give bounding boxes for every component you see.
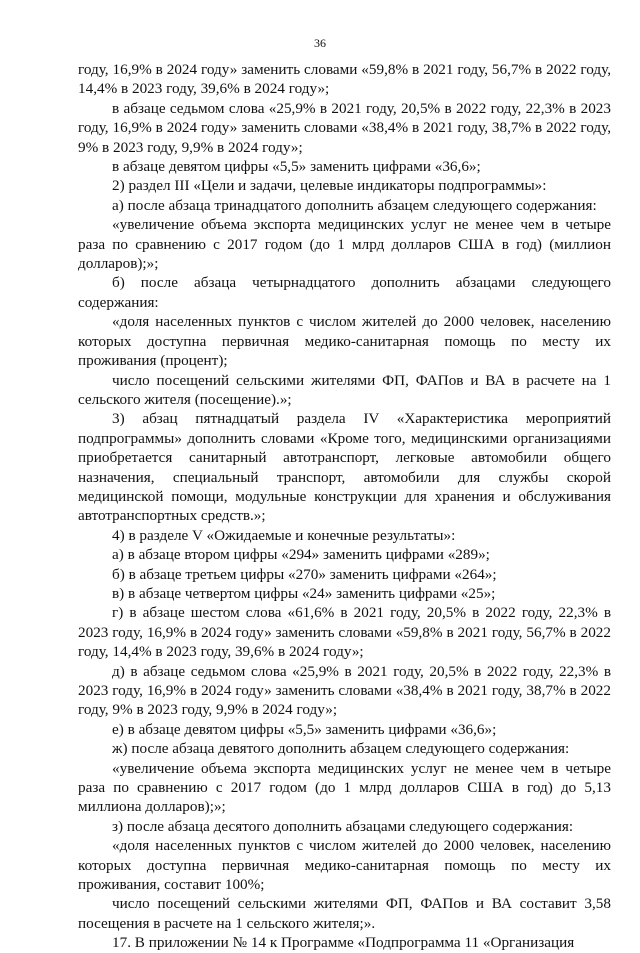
paragraph: число посещений сельскими жителями ФП, ФАПов и ВА составит 3,58 посещения в расчете на 1 сельского жителя;». <box>78 895 611 932</box>
paragraph: е) в абзаце девятом цифры «5,5» заменить цифрами «36,6»; <box>112 720 497 738</box>
paragraph: «доля населенных пунктов с числом жителей до 2000 человек, населению которых доступна первичная медико-санитарная помощь по месту их проживания (процент); <box>78 313 611 370</box>
paragraph: б) после абзаца четырнадцатого дополнить абзацами следующего содержания: <box>78 274 611 311</box>
paragraph: году, 16,9% в 2024 году» заменить словами «59,8% в 2021 году, 56,7% в 2022 году, 14,4% в 2023 году, 39,6% в 2024 году»; <box>78 61 611 98</box>
paragraph: з) после абзаца десятого дополнить абзацами следующего содержания: <box>112 817 574 835</box>
paragraph: в) в абзаце четвертом цифры «24» заменить цифрами «25»; <box>112 584 496 602</box>
paragraph: «увеличение объема экспорта медицинских услуг не менее чем в четыре раза по сравнению с 2017 годом (до 1 млрд долларов США в год) до 5,13 миллиона долларов);»; <box>78 759 611 816</box>
paragraph: ж) после абзаца девятого дополнить абзацем следующего содержания: <box>112 740 570 758</box>
paragraph: в абзаце седьмом слова «25,9% в 2021 году, 20,5% в 2022 году, 22,3% в 2023 году, 16,9% в 2024 году» заменить словами «38,4% в 2021 году, 38,7% в 2022 году, 9% в 2023 году, 9,9% в 2024 году»; <box>78 99 611 156</box>
paragraph: число посещений сельскими жителями ФП, ФАПов и ВА в расчете на 1 сельского жителя (посещение).»; <box>78 371 611 408</box>
paragraph: «доля населенных пунктов с числом жителей до 2000 человек, населению которых доступна первичная медико-санитарная помощь по месту их проживания, составит 100%; <box>78 837 611 894</box>
paragraph: а) в абзаце втором цифры «294» заменить цифрами «289»; <box>112 546 490 564</box>
paragraph: б) в абзаце третьем цифры «270» заменить цифрами «264»; <box>112 565 497 583</box>
page-number: 36 <box>314 36 326 50</box>
paragraph: «увеличение объема экспорта медицинских услуг не менее чем в четыре раза по сравнению с 2017 годом (до 1 млрд долларов США в год) (миллион долларов);»; <box>78 216 611 273</box>
paragraph: г) в абзаце шестом слова «61,6% в 2021 году, 20,5% в 2022 году, 22,3% в 2023 году, 16,9% в 2024 году» заменить словами «59,8% в 2021 году, 56,7% в 2022 году, 14,4% в 2023 году, 39,6% в 2024 году»; <box>78 604 611 661</box>
paragraph: 2) раздел III «Цели и задачи, целевые индикаторы подпрограммы»: <box>112 177 547 195</box>
paragraph: в абзаце девятом цифры «5,5» заменить цифрами «36,6»; <box>112 158 481 176</box>
paragraph: 17. В приложении № 14 к Программе «Подпрограмма 11 «Организация <box>112 934 575 952</box>
document-body <box>78 60 611 953</box>
paragraph: 3) абзац пятнадцатый раздела IV «Характеристика мероприятий подпрограммы» дополнить словами «Кроме того, медицинскими организациями приобретается санитарный автотранспорт, легковые автомобили общего назначения, специальный транспорт, автомобили для службы скорой медицинской помощи, модульные конструкции для хранения и обслуживания автотранспортных средств.»; <box>78 410 611 525</box>
paragraph: 4) в разделе V «Ожидаемые и конечные результаты»: <box>112 526 456 544</box>
paragraph: д) в абзаце седьмом слова «25,9% в 2021 году, 20,5% в 2022 году, 22,3% в 2023 году, 16,9% в 2024 году» заменить словами «38,4% в 2021 году, 38,7% в 2022 году, 9% в 2023 году, 9,9% в 2024 году»; <box>78 662 611 719</box>
paragraph: а) после абзаца тринадцатого дополнить абзацем следующего содержания: <box>112 196 597 214</box>
